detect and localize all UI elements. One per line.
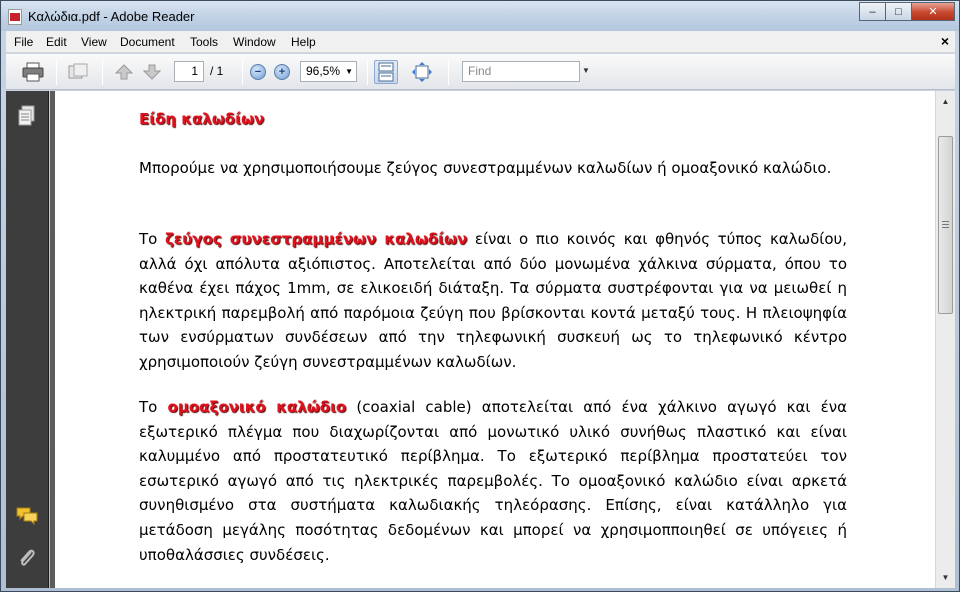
scroll-thumb[interactable] — [938, 136, 953, 314]
previous-page-icon — [114, 62, 134, 82]
find-input[interactable]: Find — [462, 61, 580, 82]
share-icon — [67, 62, 89, 82]
previous-page-button[interactable] — [112, 60, 136, 84]
window-controls — [859, 2, 955, 21]
pages-panel-button[interactable] — [16, 105, 38, 127]
menu-bar — [6, 31, 955, 53]
window-title: Καλώδια.pdf - Adobe Reader — [28, 9, 195, 24]
restore-button[interactable]: □ — [885, 2, 912, 21]
scroll-down-button[interactable]: ▼ — [941, 572, 950, 582]
find-options-chevron-icon[interactable]: ▼ — [582, 66, 590, 75]
menu-edit[interactable]: Edit — [46, 35, 67, 49]
grip-icon — [942, 221, 949, 228]
print-button[interactable] — [21, 60, 45, 84]
scroll-up-button[interactable]: ▲ — [941, 96, 950, 106]
share-button[interactable] — [66, 60, 90, 84]
close-document-button[interactable]: × — [940, 33, 949, 49]
page-total-label: / 1 — [210, 64, 224, 78]
paragraph-text: Το — [139, 398, 168, 416]
zoom-in-button[interactable] — [274, 64, 290, 80]
comments-icon — [16, 506, 38, 526]
menu-document[interactable]: Document — [120, 35, 175, 49]
menu-help[interactable]: Help — [291, 35, 316, 49]
zoom-in-icon: + — [278, 66, 286, 78]
toolbar — [6, 54, 955, 90]
zoom-level-select[interactable] — [300, 61, 357, 82]
zoom-out-button[interactable] — [250, 64, 266, 80]
close-window-button[interactable]: ✕ — [911, 2, 955, 21]
attachments-panel-button[interactable] — [16, 547, 38, 569]
paragraph-text: είναι ο πιο κοινός και φθηνός τύπος καλωδίου, αλλά όχι απόλυτα αξιόπιστος. Αποτελείται από δύο μονωμένα χάλκινα σύρματα, όπου το καθένα έχει πάχος 1mm, σε ελικοειδή διάταξη. Τα σύρματα συστρέφονται για να μειωθεί η ηλεκτρική παρεμβολή από παρόμοια ζεύγη που βρίσκονται κοντά μεταξύ τους. Η πλειοψηφία των ενσύρματων συνδέσεων από την τηλεφωνική συσκευή ως το τηλεφωνικό κέντρο χρησιμοποιούν ζεύγη συνεστραμμένων καλωδίων. — [139, 230, 847, 371]
paragraph-intro: Μπορούμε να χρησιμοποιήσουμε ζεύγος συνεστραμμένων καλωδίων ή ομοαξονικό καλώδιο. — [139, 159, 832, 177]
paragraph-twisted-pair — [139, 227, 847, 375]
comments-panel-button[interactable] — [16, 505, 38, 527]
chevron-down-icon: ▼ — [345, 67, 353, 76]
minimize-button[interactable]: – — [859, 2, 886, 21]
next-page-button[interactable] — [140, 60, 164, 84]
menu-window[interactable]: Window — [233, 35, 276, 49]
document-viewport[interactable] — [50, 91, 935, 588]
paragraph-text: (coaxial cable) αποτελείται από ένα χάλκινο αγωγό και ένα εξωτερικό πλέγμα που διαχωρίζονται από μονωτικό υλικό συνήθως πλαστικό και είναι καλυμμένο από προστατευτικό περίβλημα. Το εξωτερικό περίβλημα προστατεύει τον εσωτερικό αγωγό από τις ηλεκτρικές παρεμβολές. Το ομοαξονικό καλώδιο είναι αρκετά συνηθισμένο στα συστήματα καλωδιακής τηλεόρασης. Επίσης, είναι κατάλληλο για μετάδοση μεγάλης ποσότητας δεδομένων και μπορεί να χρησιμοπποιηθεί σε υπόγειες ή υποθαλάσσιες συνδέσεις. — [139, 398, 848, 564]
menu-file[interactable]: File — [14, 35, 34, 49]
vertical-scrollbar[interactable] — [935, 91, 955, 588]
page-number-input[interactable]: 1 — [174, 61, 204, 82]
menu-view[interactable]: View — [81, 35, 107, 49]
zoom-out-icon: − — [254, 66, 262, 78]
paragraph-text: Το — [139, 230, 165, 248]
fit-page-button[interactable] — [410, 60, 434, 84]
pdf-page — [55, 91, 935, 588]
title-bar[interactable] — [1, 1, 959, 31]
pdf-file-icon — [8, 9, 22, 25]
navigation-pane — [6, 91, 49, 588]
highlighted-term: ομοαξονικό καλώδιο — [167, 398, 347, 416]
paragraph-coaxial — [139, 395, 847, 567]
scrolling-mode-icon — [377, 62, 395, 82]
fit-page-icon — [412, 62, 432, 82]
pages-icon — [17, 105, 37, 127]
menu-tools[interactable]: Tools — [190, 35, 219, 49]
attachments-icon — [17, 547, 37, 569]
print-icon — [22, 62, 44, 82]
zoom-level-value: 96,5% — [306, 64, 341, 78]
highlighted-term: ζεύγος συνεστραμμένων καλωδίων — [164, 230, 468, 248]
scrolling-mode-button[interactable] — [374, 60, 398, 84]
document-heading: Είδη καλωδίων — [139, 110, 265, 128]
next-page-icon — [142, 62, 162, 82]
